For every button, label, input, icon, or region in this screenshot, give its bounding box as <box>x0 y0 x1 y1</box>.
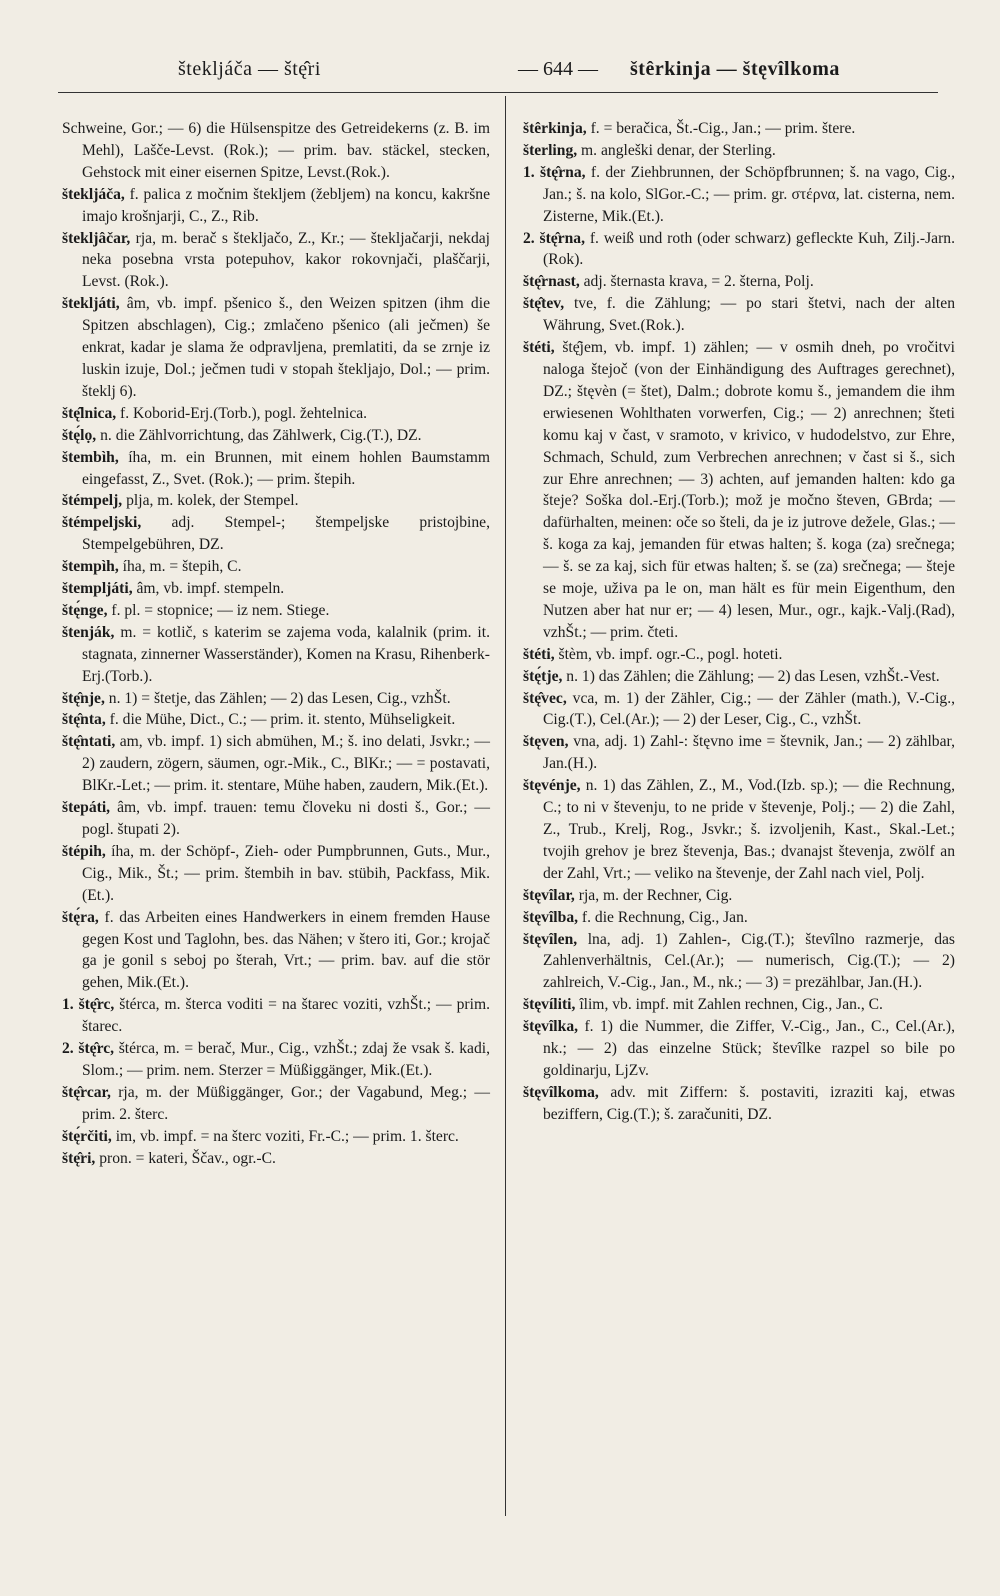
headword: štęvîlka, <box>523 1018 579 1036</box>
headword: šteklјâčar, <box>62 229 131 247</box>
dictionary-entry <box>523 118 955 140</box>
entry-definition: n. 1) das Zählen, Z., M., Vod.(Izb. sp.); — die Rechnung, C.; to ni v števenju, to ne pride v števenje, Polj.; — 2) die Zahl, Z., Trub., Krelj, Rog., Jsvkr.; š. izvolјenih, Kast., Skal.-Let.; tvojih grehov je brez števenja, Bas.; dvanajst števenja, zwölf an der Zahl, Vrt.; — veliko na števenje, der Zahl nach viel, Polj. <box>543 777 956 882</box>
entry-definition: rja, m. der Müßiggänger, Gor.; der Vagabund, Meg.; — prim. 2. šterc. <box>82 1083 490 1123</box>
headword: štêrkinja, <box>523 120 587 137</box>
headword: štę̂nje, <box>62 689 105 707</box>
headword: štę̂nta, <box>62 711 106 729</box>
dictionary-entry <box>62 425 490 447</box>
dictionary-entry <box>62 118 490 184</box>
dictionary-entry <box>523 1016 955 1082</box>
entry-definition: štérca, m. = berač, Mur., Cig., vzhŠt.; zdaj že vsak š. kadi, Slom.; — prim. nem. Sterzer = Müßiggänger, Mik.(Et.). <box>82 1040 490 1079</box>
dictionary-entry <box>523 688 955 732</box>
headword: štęvénje, <box>523 777 581 795</box>
header-guide-word-right: štêrkinja — štęvîlkoma <box>630 58 840 80</box>
headword: šterling, <box>523 141 578 159</box>
headword: štęven, <box>523 733 569 751</box>
entry-definition: f. der Ziehbrunnen, der Schöpfbrunnen; š. na vago, Cig., Jan.; š. na kolo, SlGor.-C.; — prim. gr. στέρνα, lat. cisterna, nem. Zisterne, Mik.(Et.). <box>543 163 955 225</box>
dictionary-entry <box>523 644 955 666</box>
entry-definition: vca, m. 1) der Zähler, Cig.; — der Zähler (math.), V.-Cig., Cig.(T.), Cel.(Ar.); — 2) der Leser, Cig., C., vzhŠt. <box>543 689 955 729</box>
dictionary-entry <box>523 1082 955 1126</box>
headword: štę́ra, <box>62 908 99 926</box>
dictionary-entry <box>523 775 955 885</box>
headword: 2. štę̂rna, <box>523 229 585 247</box>
page-number: — 644 — <box>518 58 598 80</box>
headword: štę́lọ, <box>62 426 97 444</box>
entry-definition: n. die Zählvorrichtung, das Zählwerk, Cig.(T.), DZ. <box>100 426 422 444</box>
dictionary-entry <box>62 841 490 907</box>
dictionary-entry <box>62 709 490 731</box>
entry-definition: adv. mit Ziffern: š. postaviti, izraziti kaj, etwas beziffern, Cig.(T.); š. zaračuniti, DZ. <box>543 1083 955 1123</box>
dictionary-entry <box>523 337 955 644</box>
dictionary-entry <box>62 797 490 841</box>
entry-definition: f. pl. = stopnice; — iz nem. Stiege. <box>111 601 330 619</box>
headword: 2. štę̂rc, <box>62 1040 115 1058</box>
entry-definition: âm, vb. impf. stempeln. <box>136 580 285 598</box>
dictionary-entry <box>62 490 490 512</box>
page-header <box>60 52 940 88</box>
entry-definition: n. 1) = štetje, das Zählen; — 2) das Lesen, Cig., vzhŠt. <box>108 689 451 707</box>
entry-definition: vna, adj. 1) Zahl-: štęvno ime = števnik, Jan.; — 2) zählbar, Jan.(H.). <box>543 733 955 773</box>
dictionary-entry <box>62 447 490 491</box>
headword: štęvîlar, <box>523 886 575 904</box>
entry-definition: pron. = kateri, Ščav., ogr.-C. <box>99 1149 276 1167</box>
dictionary-entry <box>523 885 955 907</box>
entry-definition: íha, m. der Schöpf-, Zieh- oder Pumpbrunnen, Guts., Mur., Cig., Mik., Št.; — prim. štembih in bav. stübih, Packfass, Mik. (Et.). <box>82 842 490 904</box>
dictionary-entry <box>62 293 490 403</box>
entry-definition: âm, vb. impf. pšenico š., den Weizen spitzen (ihm die Spitzen abschlagen), Cig.; zmlačeno pšenico (ali ječmen) še enkrat, kadar je slama že odpravlјena, premlatiti, da se zrnje iz luskin izuje, Dol.; ječmen tudi v stopah šteklјajo, Dol.; — prim. šteklј 6). <box>82 295 490 400</box>
header-rule <box>58 92 938 93</box>
headword: štęvíliti, <box>523 996 576 1014</box>
dictionary-entry <box>62 994 490 1038</box>
dictionary-entry <box>62 1126 490 1148</box>
headword: štémpelј, <box>62 492 123 510</box>
dictionary-entry <box>62 184 490 228</box>
dictionary-entry <box>62 578 490 600</box>
headword: štę̂ntati, <box>62 733 116 751</box>
entry-definition: f. Koborid-Erj.(Torb.), pogl. žehtelnica. <box>120 404 368 422</box>
headword: štęvîlen, <box>523 930 578 948</box>
entry-definition: štę̂jem, vb. impf. 1) zählen; — v osmih dneh, po vročitvi naloga štejoč (von der Einhändigung des Auftrages gerechnet), DZ.; štęvèn (= štet), Dalm.; dobrote komu š., jemandem die ihm erwiesenen Wohlthaten vorwerfen, Cig.; — 2) anrechnen; šteti komu kaj v čast, v sramoto, v krivico, v hudodelstvo, zur Ehre, Schmach, Schuld, zum Verbrechen anrechnen; v čast si š., sich zur Ehre anrechnen; — 3) achten, auf jemanden halten: kdo ga šteje? Soška dol.-Erj.(Torb.); mož je močno števen, GBrda; — dafürhalten, meinen: oče so šteli, da je iz jutrove dežele, Glas.; — š. koga za kaj, jemanden für etwas halten; š. koga (za) srečnega; — š. se za kaj, sich für etwas halten; š. se (za) srečnega; — šteje se moje, uživa pa le on, man hält es für mein Eigenthum, den Nutzen aber hat nur er; — 4) lesen, Mur., ogr., kajk.-Valj.(Rad), vzhŠt.; — prim. čteti. <box>543 339 956 641</box>
entry-definition: f. die Mühe, Dict., C.; — prim. it. stento, Mühseligkeit. <box>109 711 456 729</box>
dictionary-entry <box>62 600 490 622</box>
headword: štę̂rnast, <box>523 273 580 291</box>
headword: šteklјáti, <box>62 295 120 313</box>
dictionary-entry <box>62 228 490 294</box>
dictionary-entry <box>523 929 955 995</box>
dictionary-entry <box>523 666 955 688</box>
dictionary-entry <box>523 228 955 272</box>
left-column <box>62 118 490 1170</box>
right-column <box>523 118 955 1126</box>
dictionary-entry <box>62 907 490 995</box>
entry-definition: f. das Arbeiten eines Handwerkers in einem fremden Hause gegen Kost und Taglohn, bes. das Nähen; v štero iti, Gor.; krojač ga je gonil s seboj po šterah, Vrt.; — prim. bav. auf die stör gehen, Mik.(Et.). <box>82 908 490 992</box>
dictionary-entry <box>62 731 490 797</box>
headword: štenják, <box>62 623 115 641</box>
headword: štembìh, <box>62 448 119 466</box>
headword: štę̂tev, <box>523 295 565 313</box>
dictionary-entry <box>523 162 955 228</box>
headword: 1. štę̂rc, <box>62 996 115 1014</box>
entry-definition: tve, f. die Zählung; — po stari štetvi, nach der alten Währung, Svet.(Rok.). <box>543 295 955 335</box>
headword: štéti, <box>523 645 555 663</box>
dictionary-entry <box>62 1038 490 1082</box>
entry-definition: Schweine, Gor.; — 6) die Hülsenspitze des Getreidekerns (z. B. im Mehl), Lašče-Levst. (Rok.); — prim. bav. stäckel, stecken, Gehstock mit einer eisernen Spitze, Levst.(Rok.). <box>62 120 490 181</box>
entry-definition: f. die Rechnung, Cig., Jan. <box>581 908 748 926</box>
dictionary-entry <box>62 556 490 578</box>
headword: štęvîlba, <box>523 908 579 926</box>
dictionary-entry <box>62 403 490 425</box>
entry-definition: âm, vb. impf. trauen: temu človeku ni dosti š., Gor.; — pogl. štupati 2). <box>82 799 490 838</box>
entry-definition: f. weiß und roth (oder schwarz) gefleckte Kuh, Zilj.-Jarn.(Rok). <box>543 229 955 269</box>
headword: štempìh, <box>62 558 119 576</box>
entry-definition: lna, adj. 1) Zahlen-, Cig.(T.); števîlno razmerje, das Zahlenverhältnis, Cel.(Ar.); — numerisch, Cig.(T.); — 2) zahlreich, V.-Cig., Jan., M., nk.; — 3) = prezählbar, Jan.(H.). <box>543 930 955 992</box>
headword: štę̂lnica, <box>62 404 117 422</box>
headword: šteklјáča, <box>62 185 125 203</box>
dictionary-entry <box>523 293 955 337</box>
dictionary-entry <box>523 907 955 929</box>
column-divider <box>505 96 506 1516</box>
dictionary-entry <box>523 731 955 775</box>
entry-definition: íha, m. ein Brunnen, mit einem hohlen Baumstamm eingefasst, Z., Svet. (Rok.); — prim. štepih. <box>82 448 490 488</box>
headword: štę̂vec, <box>523 689 567 707</box>
dictionary-entry <box>62 688 490 710</box>
dictionary-entry <box>523 271 955 293</box>
entry-definition: im, vb. impf. = na šterc voziti, Fr.-C.; — prim. 1. šterc. <box>115 1127 459 1145</box>
headword: štépih, <box>62 842 106 860</box>
entry-definition: adj. šternasta krava, = 2. šterna, Polj. <box>583 273 814 291</box>
headword: štę̂rcar, <box>62 1083 111 1101</box>
headword: štepáti, <box>62 799 111 817</box>
dictionary-entry <box>62 1082 490 1126</box>
entry-definition: rja, m. der Rechner, Cig. <box>578 886 733 904</box>
headword: štę̂ri, <box>62 1149 96 1167</box>
entry-definition: f. palica z močnim šteklјem (žeblјem) na koncu, kakršne imajo krošnjarji, C., Z., Rib. <box>82 185 491 225</box>
entry-definition: plјa, m. kolek, der Stempel. <box>126 492 299 510</box>
dictionary-entry <box>62 512 490 556</box>
entry-definition: rja, m. berač s šteklјačo, Z., Kr.; — šteklјačarji, nekdaj neka posebna vrsta potepuhov, kakor rokovnjači, plaščarji, Levst. (Rok.). <box>82 229 490 291</box>
entry-definition: îlim, vb. impf. mit Zahlen rechnen, Cig., Jan., C. <box>579 996 883 1014</box>
entry-definition: íha, m. = štepih, C. <box>122 558 242 576</box>
dictionary-entry <box>523 994 955 1016</box>
entry-definition: m. = kotlič, s katerim se zajema voda, kalalnik (prim. it. stagnata, zinnerner Wasserständer), Komen na Krasu, Rihenberk-Erj.(Torb.). <box>82 623 490 685</box>
headword: 1. štę̂rna, <box>523 163 586 181</box>
entry-definition: am, vb. impf. 1) sich abmühen, M.; š. ino delati, Jsvkr.; — 2) zaudern, zögern, säumen, ogr.-Mik., C., BlKr.; — = postavati, BlKr.-Let.; — prim. it. stentare, Mühe haben, zaudern, Mik.(Et.). <box>82 733 490 795</box>
dictionary-entry <box>62 622 490 688</box>
headword: štę́nge, <box>62 601 108 619</box>
dictionary-entry <box>523 140 955 162</box>
entry-definition: f. = beračica, Št.-Cig., Jan.; — prim. štere. <box>590 120 856 137</box>
entry-definition: adj. Stempel-; štempelјske pristojbine, Stempelgebühren, DZ. <box>82 514 490 554</box>
entry-definition: m. angleški denar, der Sterling. <box>581 141 776 159</box>
headword: štemplјáti, <box>62 580 133 598</box>
headword: štę́tje, <box>523 667 563 685</box>
headword: štémpelјski, <box>62 514 142 532</box>
dictionary-entry <box>62 1148 490 1170</box>
header-guide-word-left: šteklјáča — štę̂ri <box>178 58 321 80</box>
headword: štéti, <box>523 339 555 357</box>
headword: štęvîlkoma, <box>523 1083 599 1101</box>
entry-definition: štèm, vb. impf. ogr.-C., pogl. hoteti. <box>558 645 783 663</box>
entry-definition: f. 1) die Nummer, die Ziffer, V.-Cig., Jan., C., Cel.(Ar.), nk.; — 2) das einzelne Stück; števîlke razpel so bile po goldinarju, LjZv. <box>543 1018 955 1079</box>
entry-definition: n. 1) das Zählen; die Zählung; — 2) das Lesen, vzhŠt.-Vest. <box>566 667 940 685</box>
headword: štę́rčiti, <box>62 1127 112 1145</box>
entry-definition: štérca, m. šterca voditi = na štarec voziti, vzhŠt.; — prim. štarec. <box>82 996 490 1036</box>
